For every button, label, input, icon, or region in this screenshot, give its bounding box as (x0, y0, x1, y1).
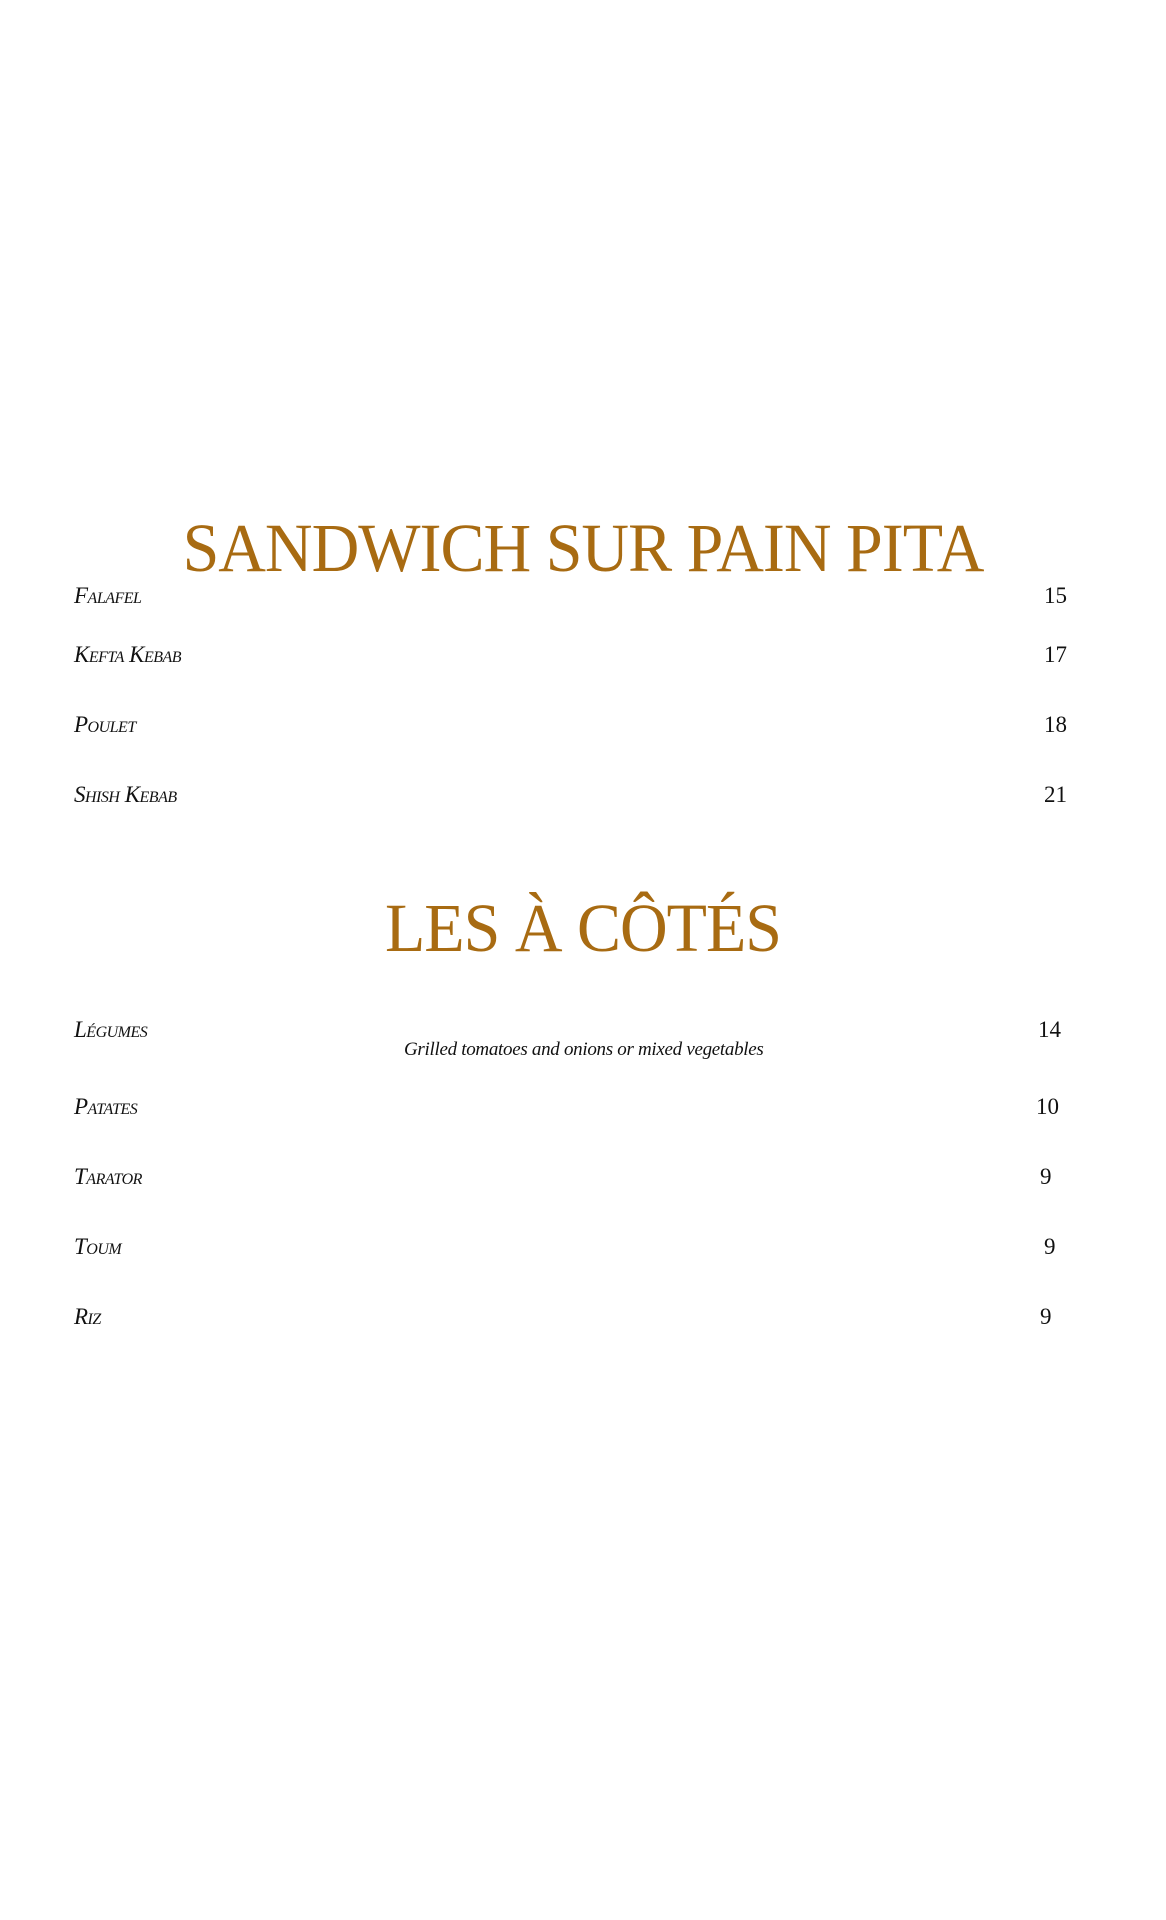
item-name: Légumes (74, 1017, 148, 1042)
item-price: 15 (1044, 583, 1067, 608)
item-name: Kefta Kebab (74, 642, 182, 667)
item-price: 21 (1044, 782, 1067, 807)
item-name: Falafel (74, 583, 142, 608)
item-price: 9 (1040, 1304, 1052, 1329)
item-description-english: Grilled tomatoes and onions or mixed vegetables (404, 1039, 764, 1060)
section-title-sandwich: SANDWICH SUR PAIN PITA (182, 510, 984, 587)
item-price: 9 (1040, 1164, 1052, 1189)
item-name: Riz (74, 1304, 101, 1329)
item-name: Patates (74, 1094, 138, 1119)
item-price: 10 (1036, 1094, 1059, 1119)
item-price: 18 (1044, 712, 1067, 737)
item-price: 17 (1044, 642, 1067, 667)
item-name: Shish Kebab (74, 782, 177, 807)
section-title-cotes: LES À CÔTÉS (384, 890, 782, 967)
item-name: Tarator (74, 1164, 142, 1189)
item-price: 14 (1038, 1017, 1061, 1042)
item-name: Poulet (74, 712, 136, 737)
item-name: Toum (74, 1234, 122, 1259)
item-price: 9 (1044, 1234, 1056, 1259)
